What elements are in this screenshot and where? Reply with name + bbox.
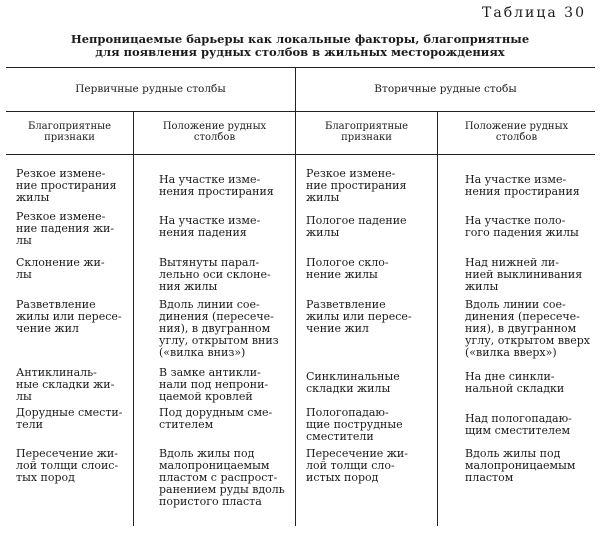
- table-cell: В замке антикли- нали под непрони- цаемой кровлей: [159, 366, 269, 403]
- column-divider-1: [133, 112, 134, 526]
- table-cell: Разветвление жилы или пересе- чение жил: [16, 298, 122, 335]
- subheader-secondary-signs: Благоприятные признаки: [324, 121, 409, 143]
- table-cell: Антиклиналь- ные складки жи- лы: [16, 366, 115, 403]
- table-rule-group: [6, 111, 595, 112]
- table-cell: Вдоль линии сое- динения (пересече- ния), в двугранном углу, открытом вниз («вилка вниз»): [159, 298, 279, 359]
- table-cell: На участке изме- нения простирания: [465, 173, 580, 198]
- table-cell: Пересечение жи- лой толщи сло- истых пород: [306, 447, 408, 484]
- table-cell: На участке изме- нения простирания: [159, 173, 274, 198]
- table-cell: Пологое падение жилы: [306, 214, 407, 239]
- table-title-line-1: Непроницаемые барьеры как локальные факторы, благоприятные: [70, 32, 530, 46]
- table-cell: Вдоль линии сое- динения (пересече- ния), в двугранном углу, открытом вверх («вилка вверх»): [465, 298, 590, 359]
- table-cell: Под дорудным сме- стителем: [159, 406, 273, 431]
- table-cell: Синклинальные складки жилы: [306, 370, 400, 395]
- subheader-primary-position: Положение рудных столбов: [162, 121, 267, 143]
- group-header-primary: Первичные рудные столбы: [75, 83, 226, 95]
- subheader-secondary-position: Положение рудных столбов: [464, 121, 569, 143]
- table-cell: Вдоль жилы под малопроницаемым пластом: [465, 447, 576, 484]
- table-cell: Резкое измене- ние падения жи- лы: [16, 210, 115, 247]
- table-cell: Резкое измене- ние простирания жилы: [16, 167, 117, 204]
- table-number: Таблица 30: [482, 5, 586, 21]
- table-cell: Разветвление жилы или пересе- чение жил: [306, 298, 412, 335]
- table-rule-top: [6, 67, 595, 68]
- table-cell: На дне синкли- нальной складки: [465, 370, 565, 395]
- table-cell: Вытянуты парал- лельно оси склоне- ния жилы: [159, 256, 271, 293]
- group-header-secondary: Вторичные рудные стобы: [374, 83, 517, 95]
- table-cell: Вдоль жилы под малопроницаемым пластом с распрост- ранением руды вдоль пористого пласта: [159, 447, 285, 508]
- table-title: [0, 33, 600, 59]
- table-title-line-2: для появления рудных столбов в жильных месторождениях: [95, 45, 505, 59]
- table-cell: Над пологопадаю- щим сместителем: [465, 412, 572, 437]
- table-cell: Резкое измене- ние простирания жилы: [306, 167, 407, 204]
- table-cell: На участке изме- нения падения: [159, 214, 261, 239]
- table-rule-header: [6, 154, 595, 155]
- table-cell: Пологопадаю- щие пострудные сместители: [306, 406, 403, 443]
- subheader-primary-signs: Благоприятные признаки: [27, 121, 112, 143]
- table-cell: На участке поло- гого падения жилы: [465, 214, 579, 239]
- table-cell: Пересечение жи- лой толщи слоис- тых пород: [16, 447, 119, 484]
- table-cell: Над нижней ли- нией выклинивания жилы: [465, 256, 583, 293]
- column-divider-3: [437, 112, 438, 526]
- table-cell: Дорудные смести- тели: [16, 406, 123, 431]
- table-cell: Склонение жи- лы: [16, 256, 105, 281]
- table-cell: Пологое скло- нение жилы: [306, 256, 389, 281]
